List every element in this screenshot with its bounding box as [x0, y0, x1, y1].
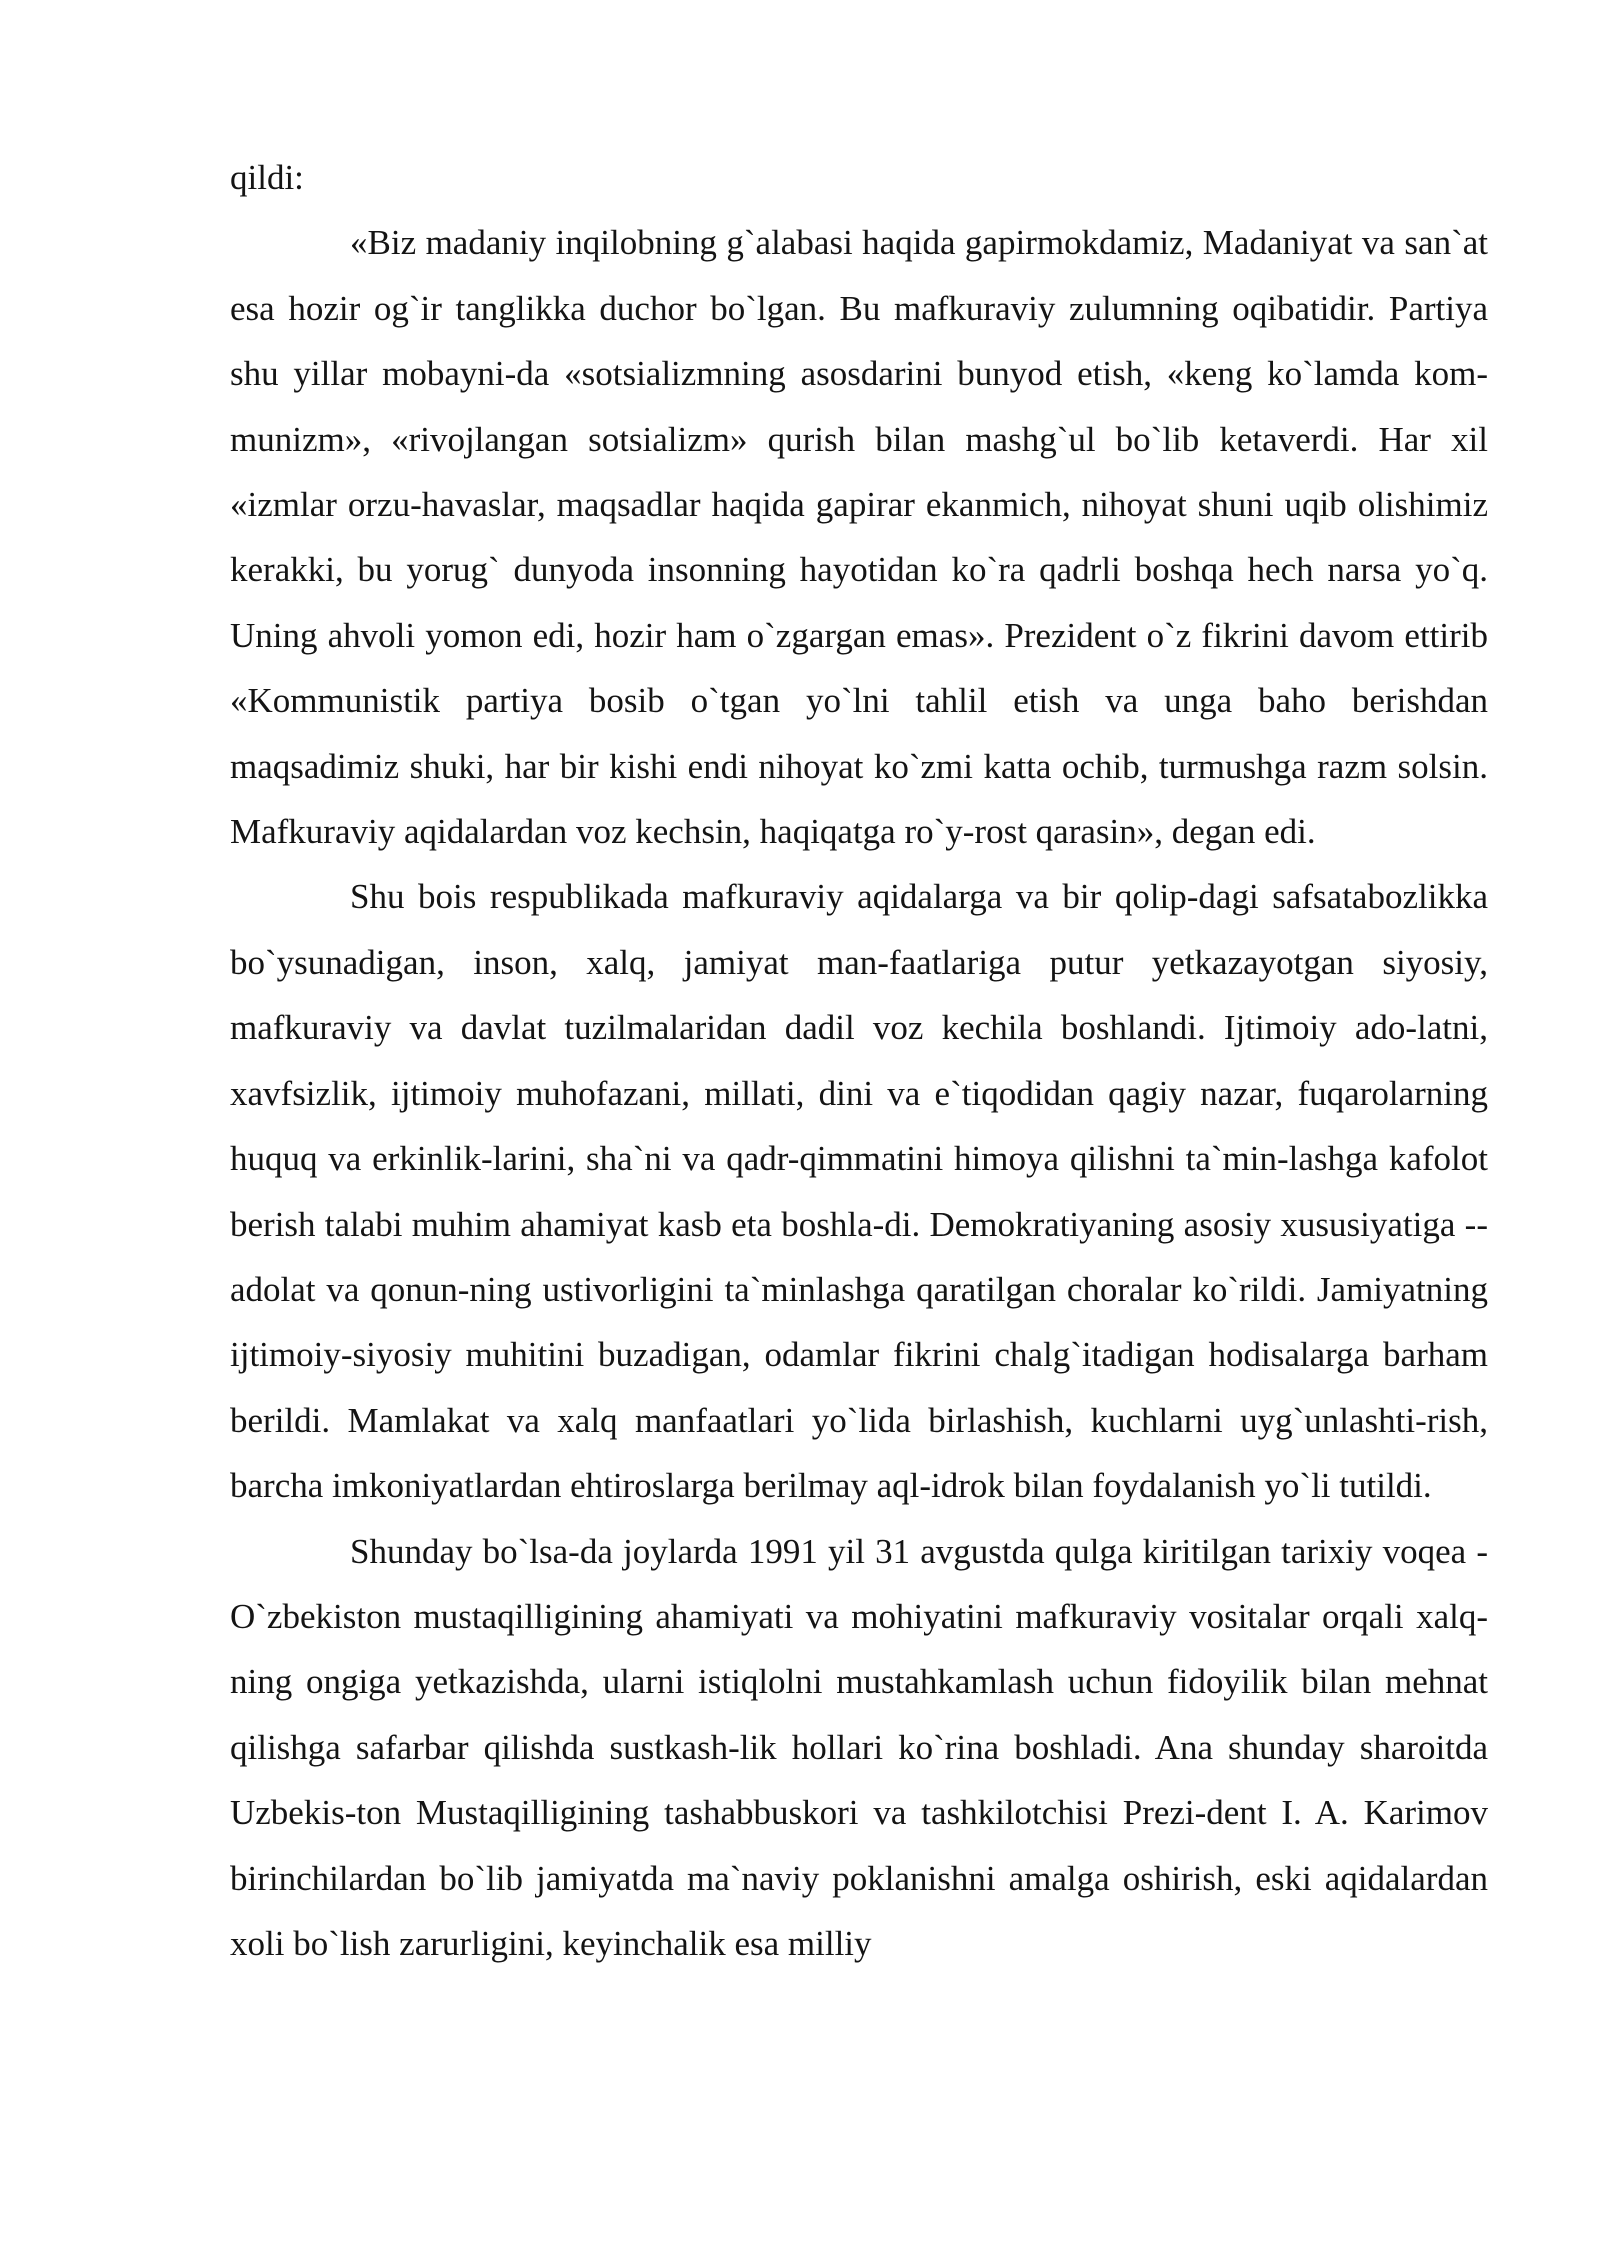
paragraph: Shunday bo`lsa-da joylarda 1991 yil 31 avgustda qulga kiritilgan tarixiy voqea - O`zbekiston mustaqilligining ahamiyati va mohiyatini mafkuraviy vositalar orqali xalq-ning ongiga yetkazishda, ularni istiqlolni mustahkamlash uchun fidoyilik bilan mehnat qilishga safarbar qilishda sustkash-lik hollari ko`rina boshladi. Ana shunday sharoitda Uzbekis-ton Mustaqilligining tashabbuskori va tashkilotchisi Prezi-dent I. A. Karimov birinchilardan bo`lib jamiyatda ma`naviy poklanishni amalga oshirish, eski aqidalardan xoli bo`lish zarurligini, keyinchalik esa milliy	[230, 1531, 1488, 1963]
paragraph: Shu bois respublikada mafkuraviy aqidalarga va bir qolip-dagi safsatabozlikka bo`ysunadigan, inson, xalq, jamiyat man-faatlariga putur yetkazayotgan siyosiy, mafkuraviy va davlat tuzilmalaridan dadil voz kechila boshlandi. Ijtimoiy ado-latni, xavfsizlik, ijtimoiy muhofazani, millati, dini va e`tiqodidan qagiy nazar, fuqarolarning huquq va erkinlik-larini, sha`ni va qadr-qimmatini himoya qilishni ta`min-lashga kafolot berish talabi muhim ahamiyat kasb eta boshla-di. Demokratiyaning asosiy xususiyatiga -- adolat va qonun-ning ustivorligini ta`minlashga qaratilgan choralar ko`rildi. Jamiyatning ijtimoiy-siyosiy muhitini buzadigan, odamlar fikrini chalg`itadigan hodisalarga barham berildi. Mamlakat va xalq manfaatlari yo`lida birlashish, kuchlarni uyg`unlashti-rish, barcha imkoniyatlardan ehtiroslarga berilmay aql-idrok bilan foydalanish yo`li tutildi.	[230, 877, 1488, 1506]
document-body	[230, 145, 1488, 1976]
paragraph-continuation: qildi:	[230, 158, 304, 197]
paragraph-quote: «Biz madaniy inqilobning g`alabasi haqida gapirmokdamiz, Madaniyat va san`at esa hozir og`ir tanglikka duchor bo`lgan. Bu mafkuraviy zulumning oqibatidir. Partiya shu yillar mobayni-da «sotsializmning asosdarini bunyod etish, «keng ko`lamda kom-munizm», «rivojlangan sotsializm» qurish bilan mashg`ul bo`lib ketaverdi. Har xil «izmlar orzu-havaslar, maqsadlar haqida gapirar ekanmich, nihoyat shuni uqib olishimiz kerakki, bu yorug` dunyoda insonning hayotidan ko`ra qadrli boshqa hech narsa yo`q. Uning ahvoli yomon edi, hozir ham o`zgargan emas». Prezident o`z fikrini davom ettirib «Kommunistik partiya bosib o`tgan yo`lni tahlil etish va unga baho berishdan maqsadimiz shuki, har bir kishi endi nihoyat ko`zmi katta ochib, turmushga razm solsin. Mafkuraviy aqidalardan voz kechsin, haqiqatga ro`y-rost qarasin», degan edi.	[230, 223, 1488, 852]
